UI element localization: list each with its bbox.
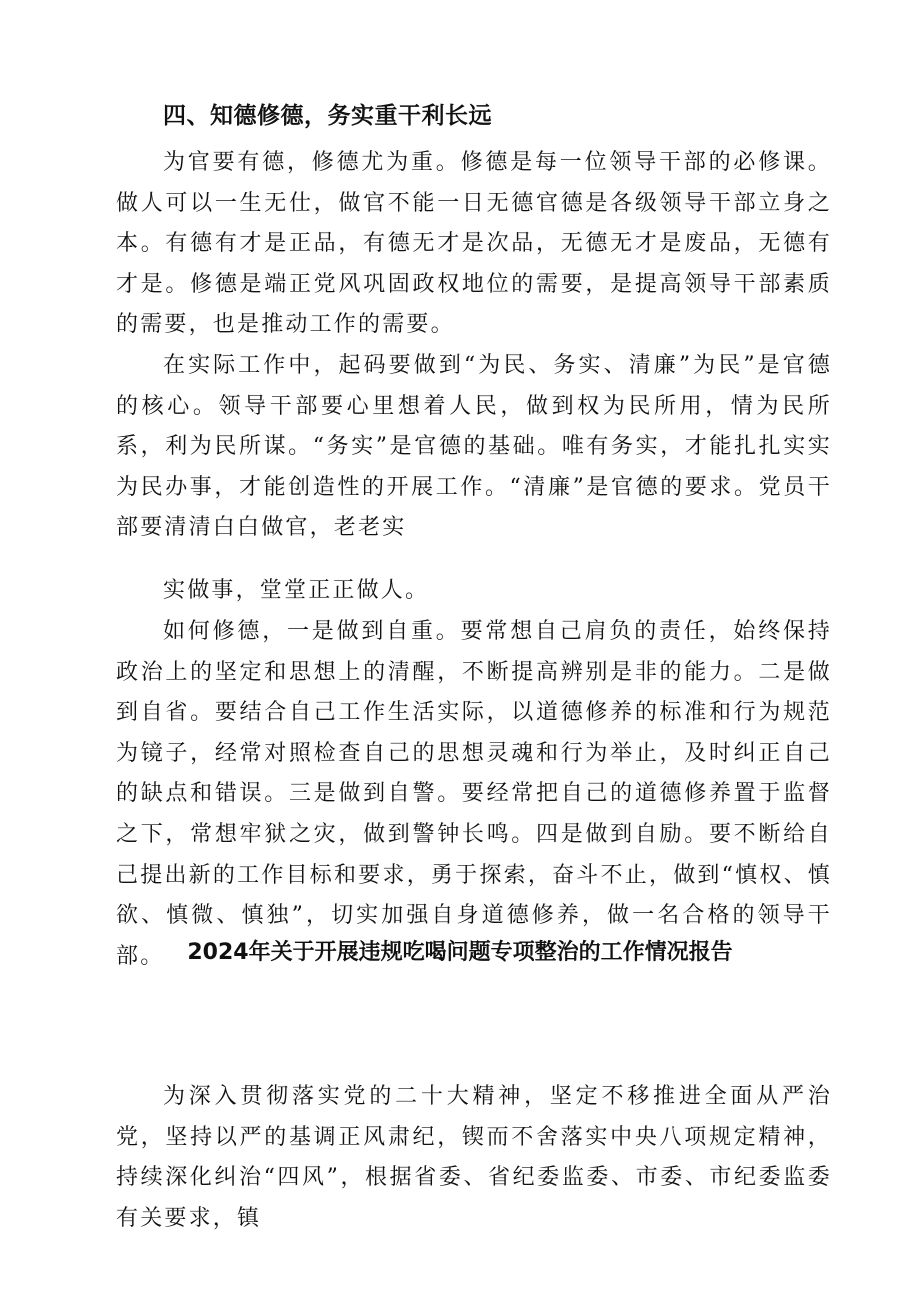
- paragraph-virtue-importance: 为官要有德，修德尤为重。修德是每一位领导干部的必修课。做人可以一生无仕，做官不能一日无德官德是各级领导干部立身之本。有德有才是正品，有德无才是次品，无德无才是废品，无德有才是。修德是端正党风巩固政权地位的需要，是提高领导干部素质的需要，也是推动工作的需要。: [116, 150, 832, 338]
- paragraph-how-to-cultivate: 如何修德，一是做到自重。要常想自己肩负的责任，始终保持政治上的坚定和思想上的清醒，不断提高辨别是非的能力。二是做到自省。要结合自己工作生活实际，以道德修养的标准和行为规范为镜子，经常对照检查自己的思想灵魂和行为举止，及时纠正自己的缺点和错误。三是做到自警。要经常把自己的道德修养置于监督之下，常想牢狱之灾，做到警钟长鸣。四是做到自励。要不断给自己提出新的工作目标和要求，勇于探索，奋斗不止，做到“慎权、慎欲、慎微、慎独”，切实加强自身道德修养，做一名合格的领导干部。: [116, 619, 832, 969]
- paragraph-report-intro: 为深入贯彻落实党的二十大精神，坚定不移推进全面从严治党，坚持以严的基调正风肃纪，锲而不舍落实中央八项规定精神，持续深化纠治“四风”，根据省委、省纪委监委、市委、市纪委监委有关要求，镇: [116, 1084, 832, 1231]
- paragraph-official-morality: 在实际工作中，起码要做到“为民、务实、清廉”为民”是官德的核心。领导干部要心里想着人民，做到权为民所用，情为民所系，利为民所谋。“务实”是官德的基础。唯有务实，才能扎扎实实为民办事，才能创造性的开展工作。“清廉”是官德的要求。党员干部要清清白白做官，老老实: [116, 353, 832, 541]
- report-title: 2024年关于开展违规吃喝问题专项整治的工作情况报告: [187, 940, 733, 965]
- paragraph-continuation: 实做事，堂堂正正做人。: [163, 578, 430, 603]
- section-heading: 四、知德修德，务实重干利长远: [163, 103, 492, 129]
